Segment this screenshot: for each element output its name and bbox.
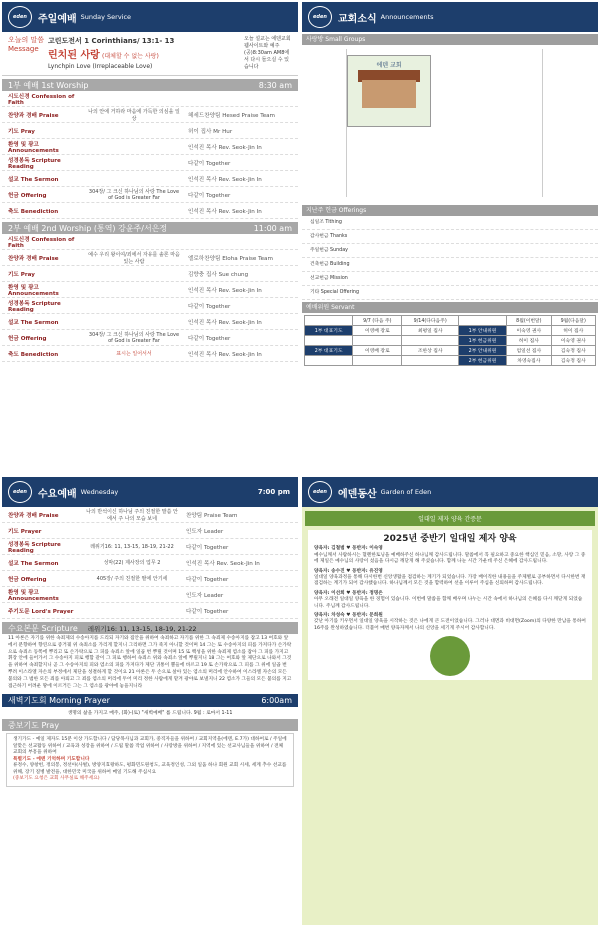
first-worship-time: 8:30 am xyxy=(258,80,292,90)
testimony-article xyxy=(308,530,592,680)
servant-cell xyxy=(353,336,402,346)
order-row xyxy=(2,282,298,298)
servant-header-row xyxy=(305,316,596,326)
announcements-header xyxy=(302,2,598,32)
order-row xyxy=(2,314,298,330)
order-leader: 허이 집사 Mr Hur xyxy=(188,128,233,135)
order-row xyxy=(2,171,298,187)
group-column xyxy=(304,49,347,197)
testimony-text: 갖난 아기를 키우면서 일대일 양육을 시작하는 것은 나에게 큰 도전이었습니다. 그러나 대면과 비대면(Zoom)의 다양한 만남을 통하여 16주를 완성하였습니다. 더불어 매번 양육자께서 나의 신앙을 세기게 주시어 감사합니다. xyxy=(314,619,586,631)
order-item: 시도신경 Confession of Faith xyxy=(8,236,75,249)
order-row xyxy=(2,587,298,603)
offering-item: 감사헌금 Thanks xyxy=(302,230,598,244)
testimony-names: 양육자: 송수진 ♥ 동반자: 유진영 xyxy=(314,568,383,574)
offerings-title: 지난주 헌금 Offerings xyxy=(302,205,598,216)
garden-panel xyxy=(302,477,598,925)
order-item: 성경봉독 Scripture Reading xyxy=(8,300,61,313)
garden-subtitle: Garden of Eden xyxy=(380,488,432,496)
offering-item: 십일조 Tithing xyxy=(302,216,598,230)
order-row xyxy=(2,203,298,219)
order-leader: 인석진 목사 Rev. Seok-Jin In xyxy=(188,351,262,358)
servant-table xyxy=(304,315,596,366)
sermon-subtitle: (대체할 수 없는 사랑) xyxy=(102,53,159,60)
order-item: 성경봉독 Scripture Reading xyxy=(8,157,61,170)
order-leader: 김향충 집사 Sue chung xyxy=(188,271,249,278)
servant-cell: 이숙영 권사 xyxy=(507,326,551,336)
garden-banner: 일대일 제자 양육 간증문 xyxy=(305,511,595,526)
servant-cell: 2부 헌금위원 xyxy=(458,356,506,366)
order-row xyxy=(2,523,298,539)
wednesday-header xyxy=(2,477,298,507)
pray-box xyxy=(6,733,294,787)
morning-prayer-title: 새벽기도회 Morning Prayer xyxy=(8,696,110,706)
servant-cell: 1부 헌금위원 xyxy=(458,336,506,346)
morning-note: 생명의 삶을 가지고 매주, (화)-(토) "새벽예배" 를 드립니다. 9월 : 로마서 1-11 xyxy=(67,711,233,717)
order-leader: 찬양팀 Praise Team xyxy=(186,512,238,519)
eden-logo-icon: eden xyxy=(8,481,32,503)
servant-cell: 1부 안내위원 xyxy=(458,326,506,336)
pray-text: 생기가도 - 예일 제자도 15분 이상 가도합니다 / 담당목사님과 교회가, 중직자들을 위하여 / 교회지역을(에덴, E.7가) 대하여로 / 주일에 알맞은 선교활동 위하여 / 교육과 성장을 위하여 / 드립 말씀 작업 위하여 / 사랑방을 위하여 / 지역에 있는 선교사님들을 위하여 / 전체 교회의 부흥을 위하여 xyxy=(13,737,287,756)
sermon-message xyxy=(2,32,298,76)
order-item: 설교 The Sermon xyxy=(8,319,59,326)
servant-cell: 이숙영 권사 xyxy=(551,336,595,346)
first-worship-header xyxy=(2,79,298,91)
eden-logo-icon: eden xyxy=(308,481,332,503)
order-detail: 304장/ 그 크신 하나님의 사랑 The Love of God is Greater Far xyxy=(88,189,180,201)
sunday-title: 주일예배 xyxy=(38,13,77,25)
testimony-item xyxy=(314,613,586,632)
church-building-icon xyxy=(362,80,416,108)
order-leader: 다같이 Together xyxy=(188,303,231,310)
table-row xyxy=(305,326,596,336)
garden-title: 에덴동산 xyxy=(338,488,377,500)
side-note: 오늘 설교는 에덴교회 웹사이트와 예주(공)8:30am AM8에서 다시 들으실 수 있습니다 xyxy=(244,36,291,70)
testimony-text: 아무 오래전 일대일 양육을 한 경험이 있습니다. 이번에 말씀을 함께 배우며 나누는 시간 속에서 하나님의 은혜를 다시 깨닫게 되었습니다. 주님께 감사드립니다. xyxy=(314,597,583,609)
first-worship-list xyxy=(2,91,298,219)
first-worship-title: 1부 예배 1st Worship xyxy=(8,80,89,90)
order-leader: 다같이 Together xyxy=(188,192,231,199)
order-leader: 다같이 Together xyxy=(186,544,229,551)
order-item: 축도 Benediction xyxy=(8,351,59,358)
order-leader: 인석진 목사 Rev. Seok-Jin In xyxy=(186,560,260,567)
order-leader: 인석진 목사 Rev. Seok-Jin In xyxy=(188,208,262,215)
eden-logo-icon: eden xyxy=(8,6,32,28)
testimony-text: 예수님께서 사람하시는 혈렌한토닝을 예배하주신 하나님께 감사드립니다. 말씀에서 꼭 필요하고 중요한 핵심인 믿음, 소망, 사랑 그 중에 제일은 예수님의 사랑이 섰음을 다시금 깨닫게 해 주셨습니다. 함께 나눈 시간 가운데 주신 은혜에 감사드립니다. xyxy=(314,552,586,565)
mission-column xyxy=(542,49,595,197)
order-item: 시도신경 Confession of Faith xyxy=(8,93,75,106)
order-row xyxy=(2,123,298,139)
pray-header xyxy=(2,719,298,731)
servant-cell: 허이 집사 xyxy=(507,336,551,346)
offering-item: 주일헌금 Sunday xyxy=(302,244,598,258)
order-row xyxy=(2,603,298,619)
offering-item: 기타 Special Offering xyxy=(302,286,598,300)
announcements-subtitle: Announcements xyxy=(380,13,434,21)
servant-col-header xyxy=(305,316,353,326)
offering-item: 건축헌금 Building xyxy=(302,258,598,272)
servant-cell xyxy=(353,356,402,366)
wednesday-panel xyxy=(2,477,298,925)
order-leader: 헤세드찬양팀 Hesed Praise Team xyxy=(188,112,276,119)
message-label: 오늘의 말씀 Message xyxy=(8,36,45,53)
garden-header xyxy=(302,477,598,507)
servant-title: 예배위원 Servant xyxy=(302,302,598,313)
scripture-ref: 레위기16: 11, 13-15, 18-19, 21-22 xyxy=(87,624,197,633)
testimony-item xyxy=(314,569,586,588)
order-row xyxy=(2,507,298,523)
decorative-wreath-icon xyxy=(430,636,470,676)
wednesday-list xyxy=(2,507,298,619)
order-row xyxy=(2,539,298,555)
sunday-service-panel xyxy=(2,2,298,445)
sunday-header xyxy=(2,2,298,32)
order-row xyxy=(2,187,298,203)
order-item: 주기도문 Lord's Prayer xyxy=(8,608,74,615)
small-groups-area xyxy=(302,45,598,203)
order-item: 성경봉독 Scripture Reading xyxy=(8,541,61,554)
testimony-names: 양육자: 김철범 ♥ 동반자: 이숙영 xyxy=(314,546,383,552)
order-item: 환영 및 광고 Announcements xyxy=(8,589,59,602)
scripture-text: 11 아론은 자기를 위한 속죄제의 수송아지를 드리되 자기와 집안을 위하여 속죄하고 자기를 위한 그 속죄제 수송아지를 잡고 13 여호와 앞에서 분향하여 향연으로 증거궤 위 속죄소를 가리게 할지니 그리하면 그가 죽지 아니할 것이며 14 그는 또 수송아지의 피를 가져다가 손가락으로 속죄소 동쪽에 뿌리고 또 손가락으로 그 피를 속죄소 앞에 일곱 번 뿌릴 것이며 15 또 백성을 위한 속죄제 염소를 잡아 그 피를 가지고 휘장 안에 들어가서 그 수송아지 피로 행함 같이 그 피로 행하여 속죄소 위와 속죄소 앞에 뿌릴지니 18 그는 여호와 앞 제단으로 나와서 그것을 위하여 속죄할지니 곧 그 수송아지의 피와 염소의 피를 가져다가 제단 귀퉁이 뿔들에 바르고 19 또 손가락으로 그 피를 그 위에 일곱 번 뿌려 이스라엘 자손의 부정에서 제단을 성결하게 할 것이요 21 아론은 두 손으로 살아 있는 염소의 머리에 안수하여 이스라엘 자손의 모든 불의와 그 범한 모든 죄를 아뢰고 그 죄를 염소의 머리에 두어 미리 정한 사람에게 맡겨 광야로 보낼지니 22 염소가 그들의 모든 불의를 지고 접근하기 어려운 땅에 이르거든 그는 그 염소를 광야에 놓을지니라 xyxy=(8,636,292,689)
order-leader: 인석진 목사 Rev. Seok-Jin In xyxy=(188,144,262,151)
testimony-item xyxy=(314,591,586,610)
pray-title: 중보기도 Pray xyxy=(8,720,60,730)
order-leader: 인도자 Leader xyxy=(186,528,224,535)
order-row xyxy=(2,346,298,362)
servant-cell xyxy=(402,356,459,366)
order-row xyxy=(2,298,298,314)
table-row xyxy=(305,336,596,346)
servant-col-header xyxy=(458,316,506,326)
offerings-list xyxy=(302,216,598,300)
order-detail: 예수 우리 왕이여/죄에서 자유를 솔론 마음 있는 사람 xyxy=(88,251,180,265)
servant-cell: 김숙정 집사 xyxy=(551,346,595,356)
table-row xyxy=(305,346,596,356)
servant-cell: 1부 대표기도 xyxy=(305,326,353,336)
church-card xyxy=(347,55,431,127)
order-leader: 인석진 목사 Rev. Seok-Jin In xyxy=(188,176,262,183)
servant-cell: 차영숙집사 xyxy=(507,356,551,366)
wednesday-title: 수요예배 xyxy=(38,488,77,500)
order-detail: 표시는 일어서서 xyxy=(116,351,152,357)
second-worship-time: 11:00 am xyxy=(253,223,292,233)
servant-cell: 엄일선 집사 xyxy=(507,346,551,356)
order-item: 찬양과 경배 Praise xyxy=(8,112,59,119)
sunday-subtitle: Sunday Service xyxy=(80,13,132,21)
testimony-item xyxy=(314,546,586,565)
message-body xyxy=(48,36,244,71)
servant-cell xyxy=(305,336,353,346)
order-row xyxy=(2,266,298,282)
order-leader: 다같이 Together xyxy=(188,160,231,167)
servant-cell xyxy=(305,356,353,366)
order-item: 찬양과 경배 Praise xyxy=(8,255,59,262)
order-item: 찬양과 경배 Praise xyxy=(8,512,59,519)
servant-col-header: 9/14(다다음주) xyxy=(402,316,459,326)
pray-note: (중보기도 요청은 교회 사무실로 해주세요) xyxy=(13,776,100,782)
order-detail: 성막(22) 제사장의 업무 2 xyxy=(103,560,161,566)
order-detail: 레위기16: 11, 13-15, 18-19, 21-22 xyxy=(90,544,174,550)
testimony-text: 일대일 양육과정을 통해 다시한번 신앙생활을 점검하는 계기가 되었습니다. 가장 배이직한 내용들을 주제별로 공부하면서 다시한번 재점검하는 계기가 되어 감사했습니다. 하나님께서 모든 것을 합력하여 선을 이루어 주심을 신뢰하며 감사드립니다. xyxy=(314,575,586,587)
order-item: 환영 및 광고 Announcements xyxy=(8,284,59,297)
servant-cell xyxy=(402,336,459,346)
sermon-title: 린치된 사랑 xyxy=(48,50,100,61)
servant-cell: 이영배 장로 xyxy=(353,326,402,336)
order-leader: 인도자 Leader xyxy=(186,592,224,599)
sermon-english: Lynchpin Love (Irreplaceable Love) xyxy=(48,63,153,70)
pray-special: 특별기도 - 에덴 기억하며 기도합니다 xyxy=(13,756,90,762)
second-worship-title: 2부 예배 2nd Worship (통역) 강윤주/서은정 xyxy=(8,223,168,233)
order-leader: 다같이 Together xyxy=(186,576,229,583)
table-row xyxy=(305,356,596,366)
order-leader: 다같이 Together xyxy=(188,335,231,342)
second-worship-list xyxy=(2,234,298,362)
order-item: 설교 The Sermon xyxy=(8,176,59,183)
order-leader: 인석진 목사 Rev. Seok-Jin In xyxy=(188,319,262,326)
order-row xyxy=(2,91,298,107)
offering-item: 선교헌금 Mission xyxy=(302,272,598,286)
order-item: 기도 Prayer xyxy=(8,528,42,535)
wednesday-time: 7:00 pm xyxy=(257,488,290,496)
servant-cell: 2부 대표기도 xyxy=(305,346,353,356)
servant-col-header: 8월(이번달) xyxy=(507,316,551,326)
scripture-header xyxy=(2,622,298,634)
order-item: 헌금 Offering xyxy=(8,192,47,199)
order-item: 환영 및 광고 Announcements xyxy=(8,141,59,154)
order-row xyxy=(2,555,298,571)
servant-cell: 김숙정 집사 xyxy=(551,356,595,366)
announcements-panel xyxy=(302,2,598,445)
order-leader: 엘로하찬양팀 Eloha Praise Team xyxy=(188,255,273,262)
order-leader: 인석진 목사 Rev. Seok-Jin In xyxy=(188,287,262,294)
order-detail: 나의 안에 거하라 마음에 가득한 의심을 일상 xyxy=(88,108,180,122)
order-row xyxy=(2,107,298,123)
article-heading: 2025년 중반기 일대일 제자 양육 xyxy=(383,534,517,544)
testimony-names: 양육자: 이선희 ♥ 동반자: 정명은 xyxy=(314,590,383,596)
morning-prayer-time: 6:00am xyxy=(261,696,292,706)
card-title: 에덴 교회 xyxy=(376,62,402,69)
order-row xyxy=(2,234,298,250)
order-row xyxy=(2,250,298,266)
eden-logo-icon: eden xyxy=(308,6,332,28)
second-worship-header xyxy=(2,222,298,234)
order-row xyxy=(2,139,298,155)
servant-cell: 조한상 집사 xyxy=(402,346,459,356)
wednesday-subtitle: Wednesday xyxy=(80,488,119,496)
servant-cell: 이영배 장로 xyxy=(353,346,402,356)
morning-prayer-header xyxy=(2,694,298,707)
servant-cell: 2부 안내위원 xyxy=(458,346,506,356)
order-leader: 다같이 Together xyxy=(186,608,229,615)
servant-cell: 최평일 집사 xyxy=(402,326,459,336)
scripture-label: 수요본문 Scripture xyxy=(8,623,78,633)
order-detail: 나의 반석이신 하나님 주의 친절한 말씀 안에서 주 나의 모습 보네 xyxy=(86,508,178,522)
small-groups-title: 사랑방 Small Groups xyxy=(302,34,598,45)
testimony-names: 양육자: 차성숙 ♥ 동반자: 문희원 xyxy=(314,613,383,619)
announcements-title: 교회소식 xyxy=(338,13,377,25)
order-row xyxy=(2,330,298,346)
verse-ref: 고린도전서 1 Corinthians/ 13:1- 13 xyxy=(48,37,175,45)
order-item: 헌금 Offering xyxy=(8,576,47,583)
order-row xyxy=(2,155,298,171)
order-detail: 405장/ 주의 친절한 팔에 안기세 xyxy=(96,576,168,582)
order-item: 설교 The Sermon xyxy=(8,560,59,567)
pray-text-two: 류정수, 양창헌, 정의봉, 정선아(사벌), 방양지효왕하도, 평화민도원청도, 교육정인성, 그외 일움 하나 회원 교회 시세, 세계 추수 선교를 위해, 장기 질병 발전을, 대한민국 미국을 위하여 매일 기도해 주십시요 xyxy=(13,763,287,775)
order-item: 헌금 Offering xyxy=(8,335,47,342)
order-item: 기도 Pray xyxy=(8,271,35,278)
order-row xyxy=(2,571,298,587)
servant-col-header: 9/7 (다음 주) xyxy=(353,316,402,326)
order-item: 축도 Benediction xyxy=(8,208,59,215)
servant-cell: 허이 집사 xyxy=(551,326,595,336)
order-detail: 304장/ 그 크신 하나님의 사랑 The Love of God is Greater Far xyxy=(88,332,180,344)
servant-col-header: 9월(다음달) xyxy=(551,316,595,326)
order-item: 기도 Pray xyxy=(8,128,35,135)
